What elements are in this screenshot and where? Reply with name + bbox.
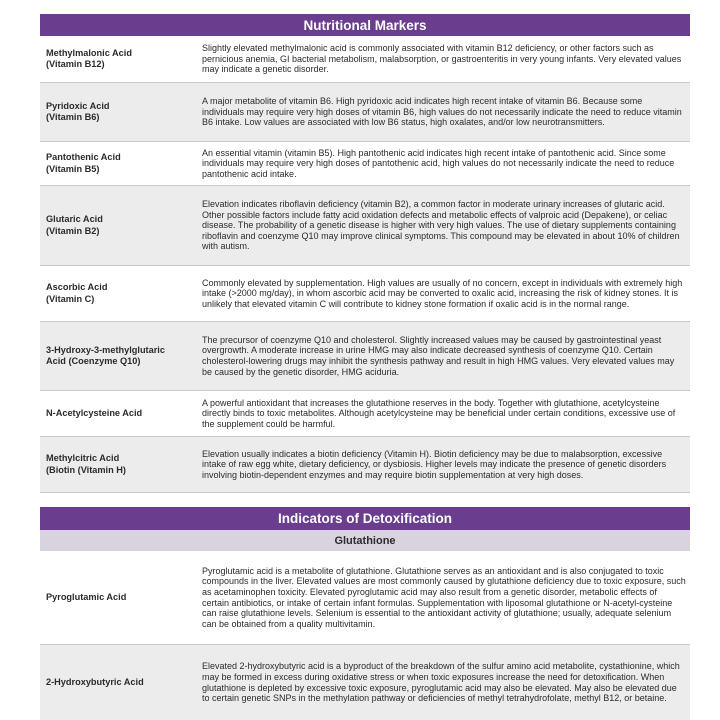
marker-description: An essential vitamin (vitamin B5). High pantothenic acid indicates high recent intake of pantothenic acid. Since some individuals may require very high doses of pantothenic acid, high values do not necessarily indicate the need to reduce pantothenic acid intake.	[202, 147, 675, 179]
table-row	[40, 142, 690, 186]
marker-name-line: Ascorbic Acid	[46, 282, 108, 292]
marker-description: Elevation usually indicates a biotin deficiency (Vitamin H). Biotin deficiency may be due to malabsorption, excessive intake of raw egg white, dietary deficiency, or dysbiosis. Higher levels may indicate the presence of genetic disorders involving biotin-dependent enzymes and may require biotin supplementation at very high doses.	[202, 448, 667, 480]
marker-name-line: (Biotin (Vitamin H)	[46, 464, 126, 475]
marker-name-line: (Vitamin B12)	[46, 59, 105, 69]
marker-description: A powerful antioxidant that increases the glutathione reserves in the body. Together with glutathione, acetylcysteine directly binds to toxic metabolites. Although acetylcysteine may be beneficial under certain conditions, excessive use of the supplement could be harmful.	[202, 397, 676, 429]
marker-description: Slightly elevated methylmalonic acid is commonly associated with vitamin B12 deficiency, or other factors such as pernicious anemia, GI bacterial metabolism, malabsorption, or gastroenteritis in very young infants. Very elevated values may indicate a genetic disorder.	[202, 43, 682, 75]
marker-description: Commonly elevated by supplementation. High values are usually of no concern, except in individuals with extremely high intake (>2000 mg/day), in whom ascorbic acid may be converted to oxalic acid, increasing the risk of kidney stones. It is unlikely that elevated vitamin C will contribute to kidney stone formation if oxalic acid is in the normal range.	[202, 277, 683, 309]
marker-name	[40, 83, 198, 141]
marker-name	[40, 36, 198, 82]
marker-description: Pyroglutamic acid is a metabolite of glutathione. Glutathione serves as an antioxidant and is also conjugated to toxic compounds in the liver. Elevated values are most commonly caused by glutathione deficiency due to toxic exposure, such as acetaminophen toxicity. Elevated pyroglutamic acid may also result from a genetic disorder, metabolic effects of certain antibiotics, or intake of certain infant formulas. Supplementation with liposomal glutathione or N-acetyl-cysteine can raise glutathione levels. Selenium is essential to the antioxidant activity of glutathione; usually, adequate selenium can be obtained from a quality multivitamin.	[202, 565, 686, 629]
marker-name	[40, 266, 198, 321]
marker-name	[40, 186, 198, 265]
marker-name-line: Pyridoxic Acid	[46, 100, 110, 111]
table-row	[40, 186, 690, 266]
marker-description: Elevated 2-hydroxybutyric acid is a byproduct of the breakdown of the sulfur amino acid metabolite, cystathionine, which may be formed in excess during oxidative stress or when toxic exposures increase the need for detoxification. When glutathione is depleted by excessive toxic exposure, pyroglutamic acid may also be elevated. May also be elevated due to certain genetic SNPs in the methylation pathway or deficiencies of methyl tetrahydrofolate, methyl B12, or betaine.	[202, 661, 680, 704]
marker-name-line: 2-Hydroxybutyric Acid	[46, 676, 144, 687]
table-row	[40, 83, 690, 142]
marker-name	[40, 437, 198, 492]
table-row	[40, 645, 690, 720]
marker-name-line: Glutaric Acid	[46, 214, 103, 224]
table-row	[40, 437, 690, 493]
marker-description: Elevation indicates riboflavin deficiency (vitamin B2), a common factor in moderate urinary increases of glutaric acid. Other possible factors include fatty acid oxidation defects and metabolic effects of valproic acid (Depakene), or celiac disease. The probability of a genetic disease is higher with very high values. The use of dietary supplements containing riboflavin and coenzyme Q10 may improve clinical symptoms. This compound may be elevated in about 10% of children with autism.	[202, 199, 680, 252]
marker-name	[40, 551, 198, 644]
subsection-header-glutathione: Glutathione	[40, 530, 690, 551]
marker-name-line: 3-Hydroxy-3-methylglutaric	[46, 344, 165, 355]
section-header-nutritional-markers: Nutritional Markers	[40, 14, 690, 36]
marker-name-line: Acid (Coenzyme Q10)	[46, 356, 141, 366]
section-header-detoxification: Indicators of Detoxification	[40, 507, 690, 530]
marker-name-line: (Vitamin B6)	[46, 112, 100, 122]
marker-name-line: (Vitamin B2)	[46, 225, 100, 236]
marker-name-line: (Vitamin B5)	[46, 163, 100, 174]
marker-name-line: Methylmalonic Acid	[46, 47, 132, 58]
marker-name	[40, 391, 198, 436]
marker-name	[40, 142, 198, 185]
table-row	[40, 266, 690, 322]
marker-description: A major metabolite of vitamin B6. High pyridoxic acid indicates high recent intake of vitamin B6. Because some individuals may require very high doses of vitamin B6, high values do not necessarily indicate the need to reduce vitamin B6 intake. Low values are associated with low B6 status, high oxalates, and/or low neurotransmitters.	[202, 96, 682, 128]
table-row	[40, 322, 690, 391]
marker-name-line: Pyroglutamic Acid	[46, 591, 127, 602]
marker-name-line: N-Acetylcysteine Acid	[46, 407, 143, 418]
marker-name	[40, 645, 198, 720]
marker-name-line: Methylcitric Acid	[46, 453, 120, 463]
table-row	[40, 551, 690, 645]
marker-description: The precursor of coenzyme Q10 and cholesterol. Slightly increased values may be caused by gastrointestinal yeast overgrowth. A moderate increase in urine HMG may also indicate decreased synthesis of coenzyme Q10. Certain cholesterol-lowering drugs may inhibit the synthesis pathway and result in high HMG values. Very elevated values may be caused by the genetic disorder, HMG aciduria.	[202, 334, 675, 377]
table-row	[40, 391, 690, 437]
marker-name-line: (Vitamin C)	[46, 293, 95, 304]
table-row	[40, 36, 690, 83]
marker-name	[40, 322, 198, 390]
marker-name-line: Pantothenic Acid	[46, 152, 121, 162]
